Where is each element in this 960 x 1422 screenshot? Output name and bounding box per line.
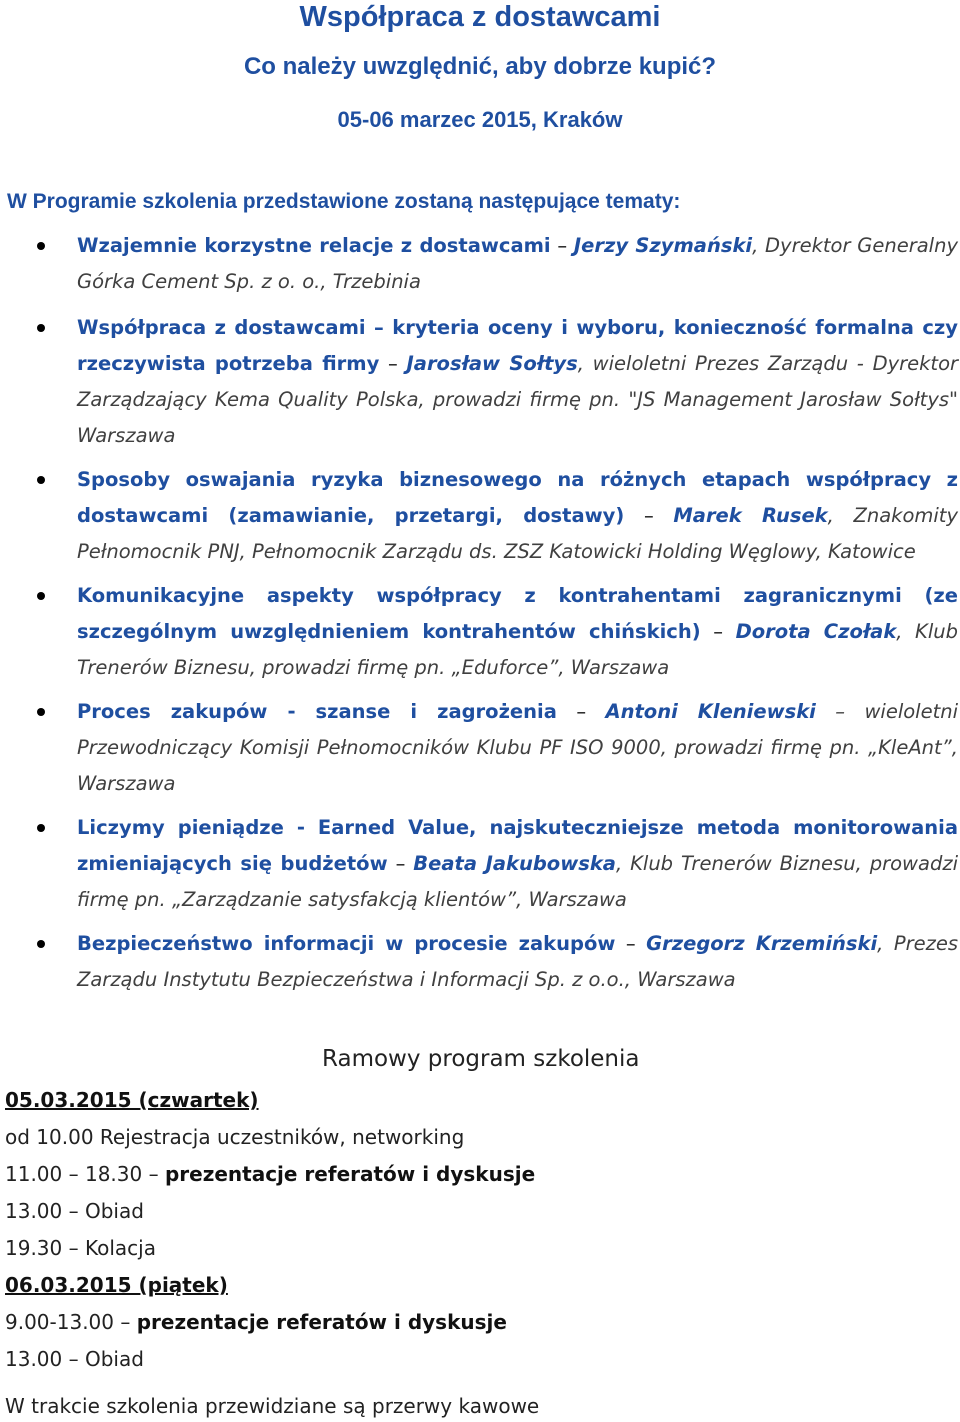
agenda-text: Rejestracja uczestników, networking (93, 1125, 465, 1149)
agenda-time: 19.30 – Kolacja (5, 1236, 156, 1260)
agenda-day-label: 05.03.2015 (czwartek) (5, 1088, 259, 1112)
separator: – (395, 852, 406, 875)
bullet-icon (37, 708, 45, 716)
agenda-item (5, 1119, 535, 1156)
agenda-day (5, 1082, 535, 1119)
list-item (0, 228, 958, 300)
agenda-item (5, 1230, 535, 1267)
agenda-item (5, 1304, 535, 1341)
speaker-role: , Dyrektor Generalny Górka Cement Sp. z o. o., Trzebinia (77, 234, 958, 293)
page-title: Współpraca z dostawcami (299, 1, 661, 33)
speaker-name: Jarosław Sołtys (406, 352, 578, 375)
separator: – (713, 620, 723, 643)
agenda-item (5, 1156, 535, 1193)
agenda-item (5, 1341, 535, 1378)
bullet-icon (37, 476, 45, 484)
program-intro: W Programie szkolenia przedstawione zostaną następujące tematy: (7, 190, 681, 213)
topic-title: Liczymy pieniądze - Earned Value, najskuteczniejsze metoda monitorowania zmieniających się budżetów (77, 816, 958, 875)
topic-title: Bezpieczeństwo informacji w procesie zakupów (77, 932, 616, 955)
agenda-time: 11.00 – 18.30 – (5, 1162, 165, 1186)
agenda-day-label: 06.03.2015 (piątek) (5, 1273, 228, 1297)
speaker-name: Antoni Kleniewski (605, 700, 816, 723)
speaker-name: Dorota Czołak (735, 620, 897, 643)
speaker-role: , Klub Trenerów Biznesu, prowadzi firmę pn. „Zarządzanie satysfakcją klientów”, Warszawa (77, 852, 958, 911)
speaker-name: Marek Rusek (673, 504, 828, 527)
speaker-name: Beata Jakubowska (413, 852, 616, 875)
bullet-icon (37, 824, 45, 832)
separator: – (576, 700, 587, 723)
agenda-time: 13.00 – Obiad (5, 1347, 144, 1371)
agenda-bold-text: prezentacje referatów i dyskusje (136, 1310, 507, 1334)
bullet-icon (37, 940, 45, 948)
separator: – (388, 352, 398, 375)
agenda-item (5, 1193, 535, 1230)
program-heading: Ramowy program szkolenia (322, 1046, 640, 1072)
list-item (0, 694, 958, 802)
speaker-role: – wieloletni Przewodniczący Komisji Pełnomocników Klubu PF ISO 9000, prowadzi firmę pn. „KleAnt”, Warszawa (77, 700, 959, 795)
list-item (0, 578, 958, 686)
separator: – (625, 932, 636, 955)
agenda-list (5, 1082, 535, 1378)
agenda-bold-text: prezentacje referatów i dyskusje (164, 1162, 536, 1186)
topic-title: Wzajemnie korzystne relacje z dostawcami (77, 234, 551, 257)
speaker-name: Grzegorz Krzemiński (646, 932, 878, 955)
separator: – (643, 504, 654, 527)
bullet-icon (37, 592, 45, 600)
bullet-icon (37, 324, 45, 332)
speaker-role: , Klub Trenerów Biznesu, prowadzi firmę pn. „Eduforce”, Warszawa (77, 620, 959, 679)
speaker-role: , Znakomity Pełnomocnik PNJ, Pełnomocnik Zarządu ds. ZSZ Katowicki Holding Węglowy, Katowice (77, 504, 958, 563)
list-item (0, 810, 958, 918)
speaker-role: , Prezes Zarządu Instytutu Bezpieczeństwa i Informacji Sp. z o.o., Warszawa (77, 932, 958, 991)
list-item (0, 462, 958, 570)
agenda-time: od 10.00 (5, 1125, 94, 1149)
page-subtitle: Co należy uwzględnić, aby dobrze kupić? (243, 53, 717, 80)
topic-title: Komunikacyjne aspekty współpracy z kontrahentami zagranicznymi (ze szczególnym uwzględnieniem kontrahentów chińskich) (77, 584, 958, 643)
speaker-role: , wieloletni Prezes Zarządu - Dyrektor Zarządzający Kema Quality Polska, prowadzi firmę pn. "JS Management Jarosław Sołtys" Warszawa (77, 352, 959, 447)
topic-title: Sposoby oswajania ryzyka biznesowego na różnych etapach współpracy z dostawcami (zamawianie, przetargi, dostawy) (77, 468, 958, 527)
topic-list (0, 228, 958, 998)
list-item (0, 926, 958, 998)
event-date-place: 05-06 marzec 2015, Kraków (337, 107, 623, 132)
list-item (0, 310, 958, 454)
separator: – (557, 234, 568, 257)
agenda-day (5, 1267, 535, 1304)
topic-title: Współpraca z dostawcami – kryteria oceny i wyboru, konieczność formalna czy rzeczywista potrzeba firmy (77, 316, 958, 375)
agenda-time: 13.00 – Obiad (5, 1199, 144, 1223)
agenda-time: 9.00-13.00 – (5, 1310, 137, 1334)
footer-note: W trakcie szkolenia przewidziane są przerwy kawowe (5, 1394, 540, 1418)
speaker-name: Jerzy Szymański (573, 234, 753, 257)
topic-title: Proces zakupów - szanse i zagrożenia (77, 700, 557, 723)
bullet-icon (37, 242, 45, 250)
